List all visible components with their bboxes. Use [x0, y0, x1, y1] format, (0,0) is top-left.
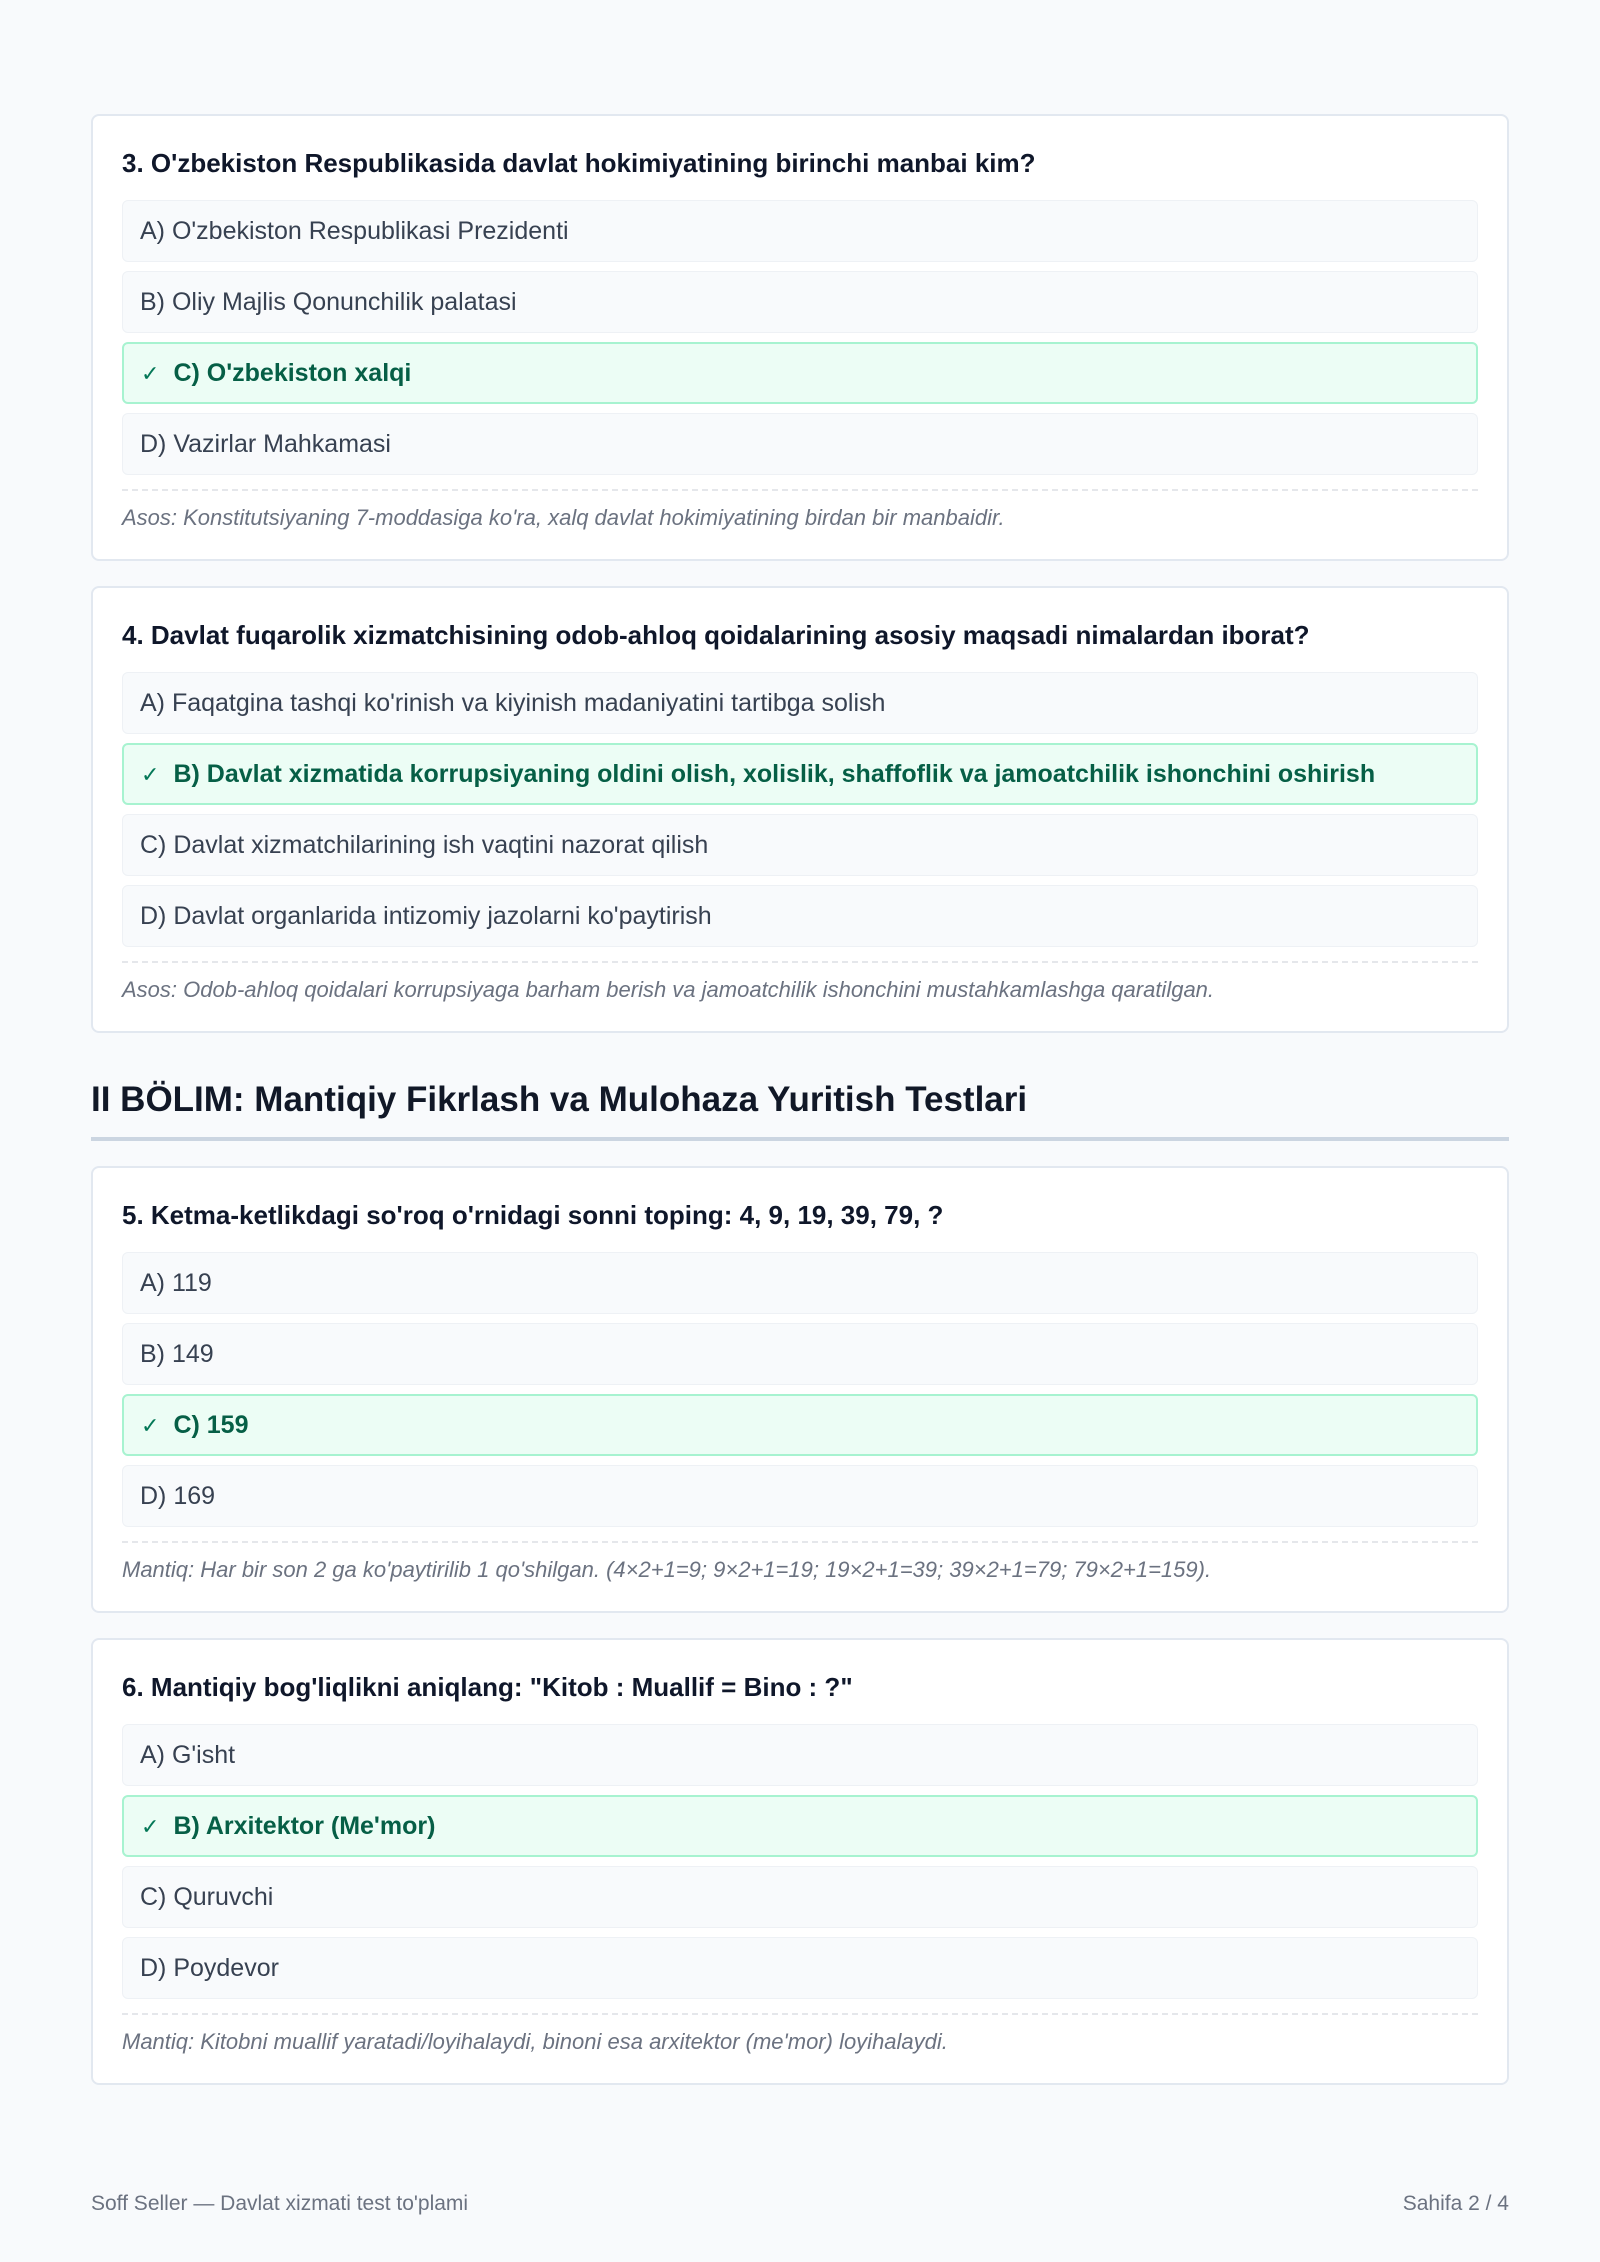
- explanation-note: Mantiq: Kitobni muallif yaratadi/loyihalaydi, binoni esa arxitektor (me'mor) loyihalaydi.: [122, 2013, 1478, 2057]
- check-icon: ✓: [141, 763, 160, 788]
- answer-option-label: B) Arxitektor (Me'mor): [173, 1812, 436, 1840]
- answer-option-label: C) 159: [173, 1411, 249, 1439]
- check-icon: ✓: [141, 1414, 160, 1439]
- explanation-note: Asos: Odob-ahloq qoidalari korrupsiyaga barham berish va jamoatchilik ishonchini mustahkamlashga qaratilgan.: [122, 961, 1478, 1005]
- question-text: 4. Davlat fuqarolik xizmatchisining odob-ahloq qoidalarining asosiy maqsadi nimalardan iborat?: [122, 620, 1310, 650]
- question-text: 3. O'zbekiston Respublikasida davlat hokimiyatining birinchi manbai kim?: [122, 148, 1036, 178]
- question-card: [91, 114, 1509, 561]
- answer-option-a[interactable]: A) G'isht: [122, 1724, 1478, 1786]
- answer-option-c-correct[interactable]: [122, 342, 1478, 404]
- question-card: [91, 586, 1509, 1033]
- answer-option-a[interactable]: A) O'zbekiston Respublikasi Prezidenti: [122, 200, 1478, 262]
- question-text: 6. Mantiqiy bog'liqlikni aniqlang: "Kitob : Muallif = Bino : ?": [122, 1672, 853, 1702]
- check-icon: ✓: [141, 362, 160, 387]
- page-content: [91, 114, 1509, 2110]
- answer-option-d[interactable]: D) Davlat organlarida intizomiy jazolarni ko'paytirish: [122, 885, 1478, 947]
- section-heading: II BÖLIM: Mantiqiy Fikrlash va Mulohaza Yuritish Testlari: [91, 1079, 1509, 1141]
- answer-option-b-correct[interactable]: [122, 1795, 1478, 1857]
- answer-option-a[interactable]: A) 119: [122, 1252, 1478, 1314]
- page-footer: [91, 2192, 1509, 2216]
- answer-option-d[interactable]: D) Poydevor: [122, 1937, 1478, 1999]
- answer-option-b[interactable]: B) 149: [122, 1323, 1478, 1385]
- footer-title: Soff Seller — Davlat xizmati test to'plami: [91, 2192, 469, 2215]
- answer-option-d[interactable]: D) Vazirlar Mahkamasi: [122, 413, 1478, 475]
- page-number: Sahifa 2 / 4: [1402, 2192, 1509, 2215]
- explanation-note: Asos: Konstitutsiyaning 7-moddasiga ko'ra, xalq davlat hokimiyatining birdan bir manbaidir.: [122, 489, 1478, 533]
- explanation-note: Mantiq: Har bir son 2 ga ko'paytirilib 1 qo'shilgan. (4×2+1=9; 9×2+1=19; 19×2+1=39; 39×2+1=79; 79×2+1=159).: [122, 1541, 1478, 1585]
- answer-option-b[interactable]: B) Oliy Majlis Qonunchilik palatasi: [122, 271, 1478, 333]
- answer-option-d[interactable]: D) 169: [122, 1465, 1478, 1527]
- answer-option-label: C) O'zbekiston xalqi: [173, 359, 412, 387]
- question-card: [91, 1166, 1509, 1613]
- answer-option-c[interactable]: C) Davlat xizmatchilarining ish vaqtini nazorat qilish: [122, 814, 1478, 876]
- answer-option-b-correct[interactable]: [122, 743, 1478, 805]
- answer-option-c[interactable]: C) Quruvchi: [122, 1866, 1478, 1928]
- question-text: 5. Ketma-ketlikdagi so'roq o'rnidagi sonni toping: 4, 9, 19, 39, 79, ?: [122, 1200, 944, 1230]
- question-card: [91, 1638, 1509, 2085]
- answer-option-label: B) Davlat xizmatida korrupsiyaning oldini olish, xolislik, shaffoflik va jamoatchilik ishonchini oshirish: [173, 760, 1376, 788]
- check-icon: ✓: [141, 1815, 160, 1840]
- answer-option-c-correct[interactable]: [122, 1394, 1478, 1456]
- answer-option-a[interactable]: A) Faqatgina tashqi ko'rinish va kiyinish madaniyatini tartibga solish: [122, 672, 1478, 734]
